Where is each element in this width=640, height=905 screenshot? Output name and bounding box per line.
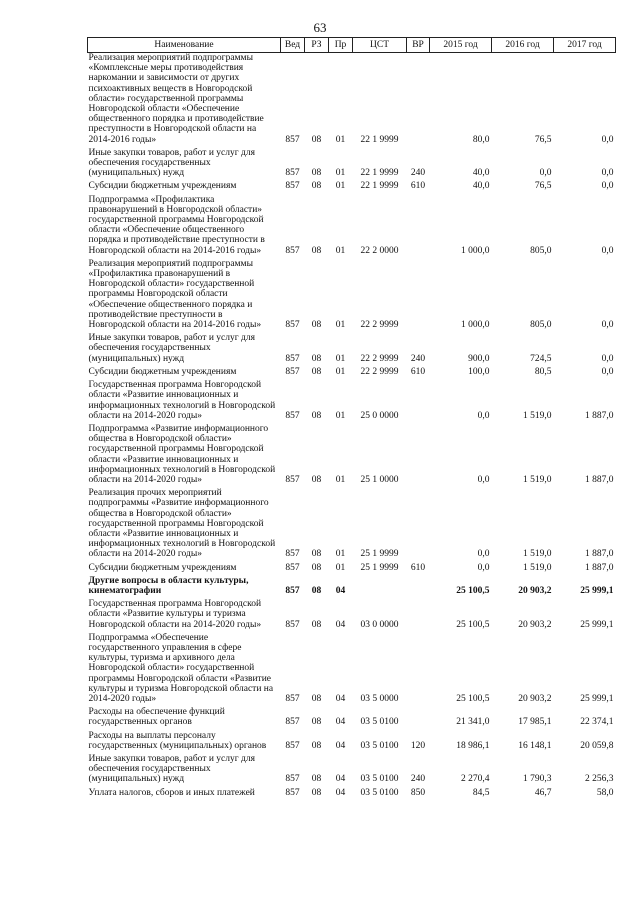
row-name: Государственная программа Новгородской области «Развитие инновационных и информационных технологий в Новгородской области на 2014-2020 годы» — [88, 380, 276, 421]
row-rz: 08 — [311, 549, 322, 560]
row-value-2015: 0,0 — [477, 474, 490, 485]
row-value-2015: 25 100,5 — [456, 619, 490, 630]
column-header-cst: ЦСТ — [353, 38, 407, 53]
table-row — [88, 731, 616, 751]
row-rz: 08 — [311, 245, 322, 256]
row-ved: 857 — [285, 693, 300, 704]
row-ved: 857 — [285, 549, 300, 560]
row-vr — [407, 707, 430, 727]
row-vr — [407, 259, 430, 330]
row-value-2016: 80,5 — [534, 366, 552, 377]
row-rz: 08 — [311, 717, 322, 728]
row-vr: 610 — [410, 562, 426, 573]
row-pr: 01 — [335, 474, 346, 485]
row-vr — [407, 488, 430, 559]
row-pr: 01 — [335, 549, 346, 560]
row-spacer-cell — [88, 798, 616, 801]
row-rz: 08 — [311, 693, 322, 704]
row-rz: 08 — [311, 562, 322, 573]
row-name: Расходы на обеспечение функций государственных органов — [88, 707, 225, 728]
row-ved: 857 — [285, 774, 300, 785]
row-rz: 08 — [311, 366, 322, 377]
row-ved: 857 — [285, 740, 300, 751]
row-value-2016: 17 985,1 — [518, 717, 552, 728]
row-pr: 01 — [335, 181, 346, 192]
row-pr: 04 — [335, 740, 346, 751]
table-body — [88, 53, 616, 801]
row-vr — [407, 576, 430, 596]
row-value-2016: 76,5 — [534, 181, 552, 192]
table-row — [88, 53, 616, 145]
row-rz: 08 — [311, 353, 322, 364]
row-value-2017: 1 887,0 — [585, 562, 614, 573]
row-rz: 08 — [311, 320, 322, 331]
row-value-2015: 0,0 — [477, 410, 490, 421]
table-row — [88, 633, 616, 704]
row-ved: 857 — [285, 585, 300, 596]
row-pr: 01 — [335, 168, 346, 179]
row-cst: 25 1 0000 — [360, 474, 399, 485]
row-vr: 850 — [410, 787, 426, 798]
table-row — [88, 148, 616, 179]
row-ved: 857 — [285, 320, 300, 331]
row-rz: 08 — [311, 787, 322, 798]
row-name: Государственная программа Новгородской области «Развитие культуры и туризма Новгородской области на 2014-2020 годы» — [88, 599, 262, 630]
row-value-2017: 0,0 — [601, 366, 614, 377]
row-value-2016: 724,5 — [530, 353, 552, 364]
column-header-2016: 2016 год — [492, 38, 554, 53]
table-row — [88, 788, 616, 798]
row-cst: 22 2 9999 — [360, 320, 399, 331]
row-vr — [407, 195, 430, 256]
row-value-2015: 25 100,5 — [456, 585, 490, 596]
row-name: Уплата налогов, сборов и иных платежей — [88, 787, 255, 798]
row-pr: 04 — [335, 693, 346, 704]
row-value-2016: 16 148,1 — [518, 740, 552, 751]
row-rz: 08 — [311, 134, 322, 145]
row-rz: 08 — [311, 410, 322, 421]
row-value-2017: 0,0 — [601, 353, 614, 364]
row-value-2015: 18 986,1 — [456, 740, 490, 751]
row-spacer — [88, 798, 616, 801]
page-number: 63 — [313, 20, 327, 35]
row-ved: 857 — [285, 787, 300, 798]
row-cst: 03 5 0100 — [360, 774, 399, 785]
table-row — [88, 367, 616, 377]
row-value-2016: 1 519,0 — [523, 474, 552, 485]
row-value-2017: 25 999,1 — [580, 619, 614, 630]
row-name: Субсидии бюджетным учреждениям — [88, 366, 237, 377]
row-cst: 22 2 9999 — [360, 366, 399, 377]
row-pr: 01 — [335, 245, 346, 256]
row-value-2016: 0,0 — [539, 168, 552, 179]
row-value-2016: 1 519,0 — [523, 410, 552, 421]
row-cst: 03 0 0000 — [360, 619, 399, 630]
row-name: Другие вопросы в области культуры, кинематографии — [88, 575, 249, 596]
row-name: Подпрограмма «Обеспечение государственного управления в сфере культуры, туризма и архивного дела Новгородской области» государственной программы Новгородской области «Развитие культуры и туризма Новгородской области на 2014-2020 годы» — [88, 632, 274, 704]
row-value-2016: 46,7 — [534, 787, 552, 798]
row-value-2015: 1 000,0 — [461, 245, 490, 256]
table-row — [88, 259, 616, 330]
row-value-2015: 900,0 — [468, 353, 490, 364]
row-name: Субсидии бюджетным учреждениям — [88, 562, 237, 573]
row-value-2017: 22 374,1 — [580, 717, 614, 728]
row-vr — [407, 633, 430, 704]
table-row — [88, 380, 616, 421]
row-value-2017: 58,0 — [596, 787, 614, 798]
column-header-vr: ВР — [407, 38, 430, 53]
row-vr: 120 — [410, 740, 426, 751]
row-cst: 03 5 0100 — [360, 740, 399, 751]
row-ved: 857 — [285, 410, 300, 421]
row-cst: 03 5 0100 — [360, 787, 399, 798]
row-name: Иные закупки товаров, работ и услуг для обеспечения государственных (муниципальных) нужд — [88, 754, 255, 785]
row-vr — [407, 599, 430, 630]
row-value-2015: 40,0 — [472, 168, 490, 179]
column-header-2015: 2015 год — [430, 38, 492, 53]
row-pr: 04 — [335, 787, 346, 798]
row-value-2016: 805,0 — [530, 320, 552, 331]
row-value-2016: 20 903,2 — [518, 585, 552, 596]
row-name: Реализация мероприятий подпрограммы «Комплексные меры противодействия наркомании и зависимости от других психоактивных веществ в Новгородской области» государственной программы Новгородской области «Обеспечение общественного порядка и противодействие преступности в Новгородской области на 2014-2016 годы» — [88, 53, 264, 145]
table-row — [88, 563, 616, 573]
row-ved: 857 — [285, 181, 300, 192]
row-ved: 857 — [285, 474, 300, 485]
table-row — [88, 195, 616, 256]
row-rz: 08 — [311, 619, 322, 630]
row-ved: 857 — [285, 353, 300, 364]
row-value-2016: 20 903,2 — [518, 619, 552, 630]
row-value-2015: 84,5 — [472, 787, 490, 798]
row-vr: 240 — [410, 774, 426, 785]
row-cst: 03 5 0100 — [360, 717, 399, 728]
budget-table — [87, 37, 616, 801]
row-rz: 08 — [311, 740, 322, 751]
row-ved: 857 — [285, 717, 300, 728]
row-pr: 04 — [335, 619, 346, 630]
row-ved: 857 — [285, 619, 300, 630]
row-pr: 01 — [335, 562, 346, 573]
row-rz: 08 — [311, 474, 322, 485]
table-row — [88, 707, 616, 727]
row-cst: 22 1 9999 — [360, 134, 399, 145]
row-rz: 08 — [311, 181, 322, 192]
row-value-2017: 1 887,0 — [585, 549, 614, 560]
row-name: Иные закупки товаров, работ и услуг для обеспечения государственных (муниципальных) нужд — [88, 333, 255, 364]
row-value-2017: 1 887,0 — [585, 474, 614, 485]
row-value-2017: 25 999,1 — [580, 585, 614, 596]
row-pr: 01 — [335, 134, 346, 145]
row-cst: 22 2 0000 — [360, 245, 399, 256]
row-cst: 03 5 0000 — [360, 693, 399, 704]
table-row — [88, 424, 616, 485]
row-cst: 25 1 9999 — [360, 562, 399, 573]
table-header-row — [88, 38, 616, 53]
row-value-2017: 0,0 — [601, 168, 614, 179]
row-value-2015: 0,0 — [477, 562, 490, 573]
row-vr: 240 — [410, 168, 426, 179]
row-vr — [407, 53, 430, 145]
row-pr: 01 — [335, 353, 346, 364]
row-vr: 610 — [410, 181, 426, 192]
row-value-2016: 20 903,2 — [518, 693, 552, 704]
row-value-2016: 1 790,3 — [523, 774, 552, 785]
row-name: Реализация мероприятий подпрограммы «Профилактика правонарушений в Новгородской области» государственной программы Новгородской области «Обеспечение общественного порядка и противодействие преступности в Новгородской области на 2014-2016 годы» — [88, 258, 262, 331]
table-row — [88, 333, 616, 364]
row-cst: 22 1 9999 — [360, 181, 399, 192]
row-pr: 01 — [335, 320, 346, 331]
row-value-2015: 0,0 — [477, 549, 490, 560]
row-value-2016: 76,5 — [534, 134, 552, 145]
row-rz: 08 — [311, 774, 322, 785]
table-row — [88, 181, 616, 191]
row-value-2017: 0,0 — [601, 181, 614, 192]
row-value-2016: 1 519,0 — [523, 549, 552, 560]
row-value-2017: 0,0 — [601, 320, 614, 331]
row-value-2017: 2 256,3 — [585, 774, 614, 785]
row-ved: 857 — [285, 134, 300, 145]
row-name: Реализация прочих мероприятий подпрограммы «Развитие информационного общества в Новгородской области» государственной программы Новгородской области «Развитие инновационных и информационных технологий в Новгородской области на 2014-2020 годы» — [88, 488, 276, 560]
row-name: Подпрограмма «Развитие информационного общества в Новгородской области» государственной программы Новгородской области «Развитие инновационных и информационных технологий в Новгородской области на 2014-2020 годы» — [88, 423, 276, 485]
table-row — [88, 599, 616, 630]
row-value-2017: 0,0 — [601, 134, 614, 145]
row-rz: 08 — [311, 168, 322, 179]
row-value-2015: 2 270,4 — [461, 774, 490, 785]
row-value-2015: 25 100,5 — [456, 693, 490, 704]
row-cst: 22 2 9999 — [360, 353, 399, 364]
row-cst: 25 0 0000 — [360, 410, 399, 421]
row-vr: 610 — [410, 366, 426, 377]
column-header-pr: Пр — [329, 38, 353, 53]
row-value-2015: 1 000,0 — [461, 320, 490, 331]
row-cst: 25 1 9999 — [360, 549, 399, 560]
row-pr: 04 — [335, 774, 346, 785]
row-vr — [407, 424, 430, 485]
row-name: Иные закупки товаров, работ и услуг для обеспечения государственных (муниципальных) нужд — [88, 147, 255, 179]
row-name: Расходы на выплаты персоналу государственных (муниципальных) органов — [88, 730, 267, 751]
row-name: Субсидии бюджетным учреждениям — [88, 181, 237, 192]
row-value-2016: 1 519,0 — [523, 562, 552, 573]
row-ved: 857 — [285, 168, 300, 179]
row-value-2015: 80,0 — [472, 134, 490, 145]
row-value-2015: 100,0 — [468, 366, 490, 377]
table-row — [88, 488, 616, 559]
row-pr: 01 — [335, 366, 346, 377]
row-value-2015: 21 341,0 — [456, 717, 490, 728]
row-cst — [353, 576, 407, 596]
row-pr: 01 — [335, 410, 346, 421]
row-vr — [407, 380, 430, 421]
row-value-2017: 20 059,8 — [580, 740, 614, 751]
row-ved: 857 — [285, 245, 300, 256]
column-header-rz: РЗ — [305, 38, 329, 53]
row-ved: 857 — [285, 562, 300, 573]
row-value-2017: 25 999,1 — [580, 693, 614, 704]
column-header-name: Наименование — [88, 38, 281, 53]
table-row — [88, 576, 616, 596]
row-value-2017: 0,0 — [601, 245, 614, 256]
row-value-2016: 805,0 — [530, 245, 552, 256]
row-value-2017: 1 887,0 — [585, 410, 614, 421]
row-rz: 08 — [311, 585, 322, 596]
row-cst: 22 1 9999 — [360, 168, 399, 179]
column-header-ved: Вед — [281, 38, 305, 53]
row-ved: 857 — [285, 366, 300, 377]
row-vr: 240 — [410, 353, 426, 364]
row-name: Подпрограмма «Профилактика правонарушений в Новгородской области» государственной программы Новгородской области «Обеспечение общественного порядка и противодействие преступности в Новгородской области на 2014-2016 годы» — [88, 194, 265, 256]
column-header-2017: 2017 год — [554, 38, 616, 53]
row-pr: 04 — [335, 717, 346, 728]
table-row — [88, 754, 616, 785]
row-value-2015: 40,0 — [472, 181, 490, 192]
row-pr: 04 — [335, 585, 346, 596]
